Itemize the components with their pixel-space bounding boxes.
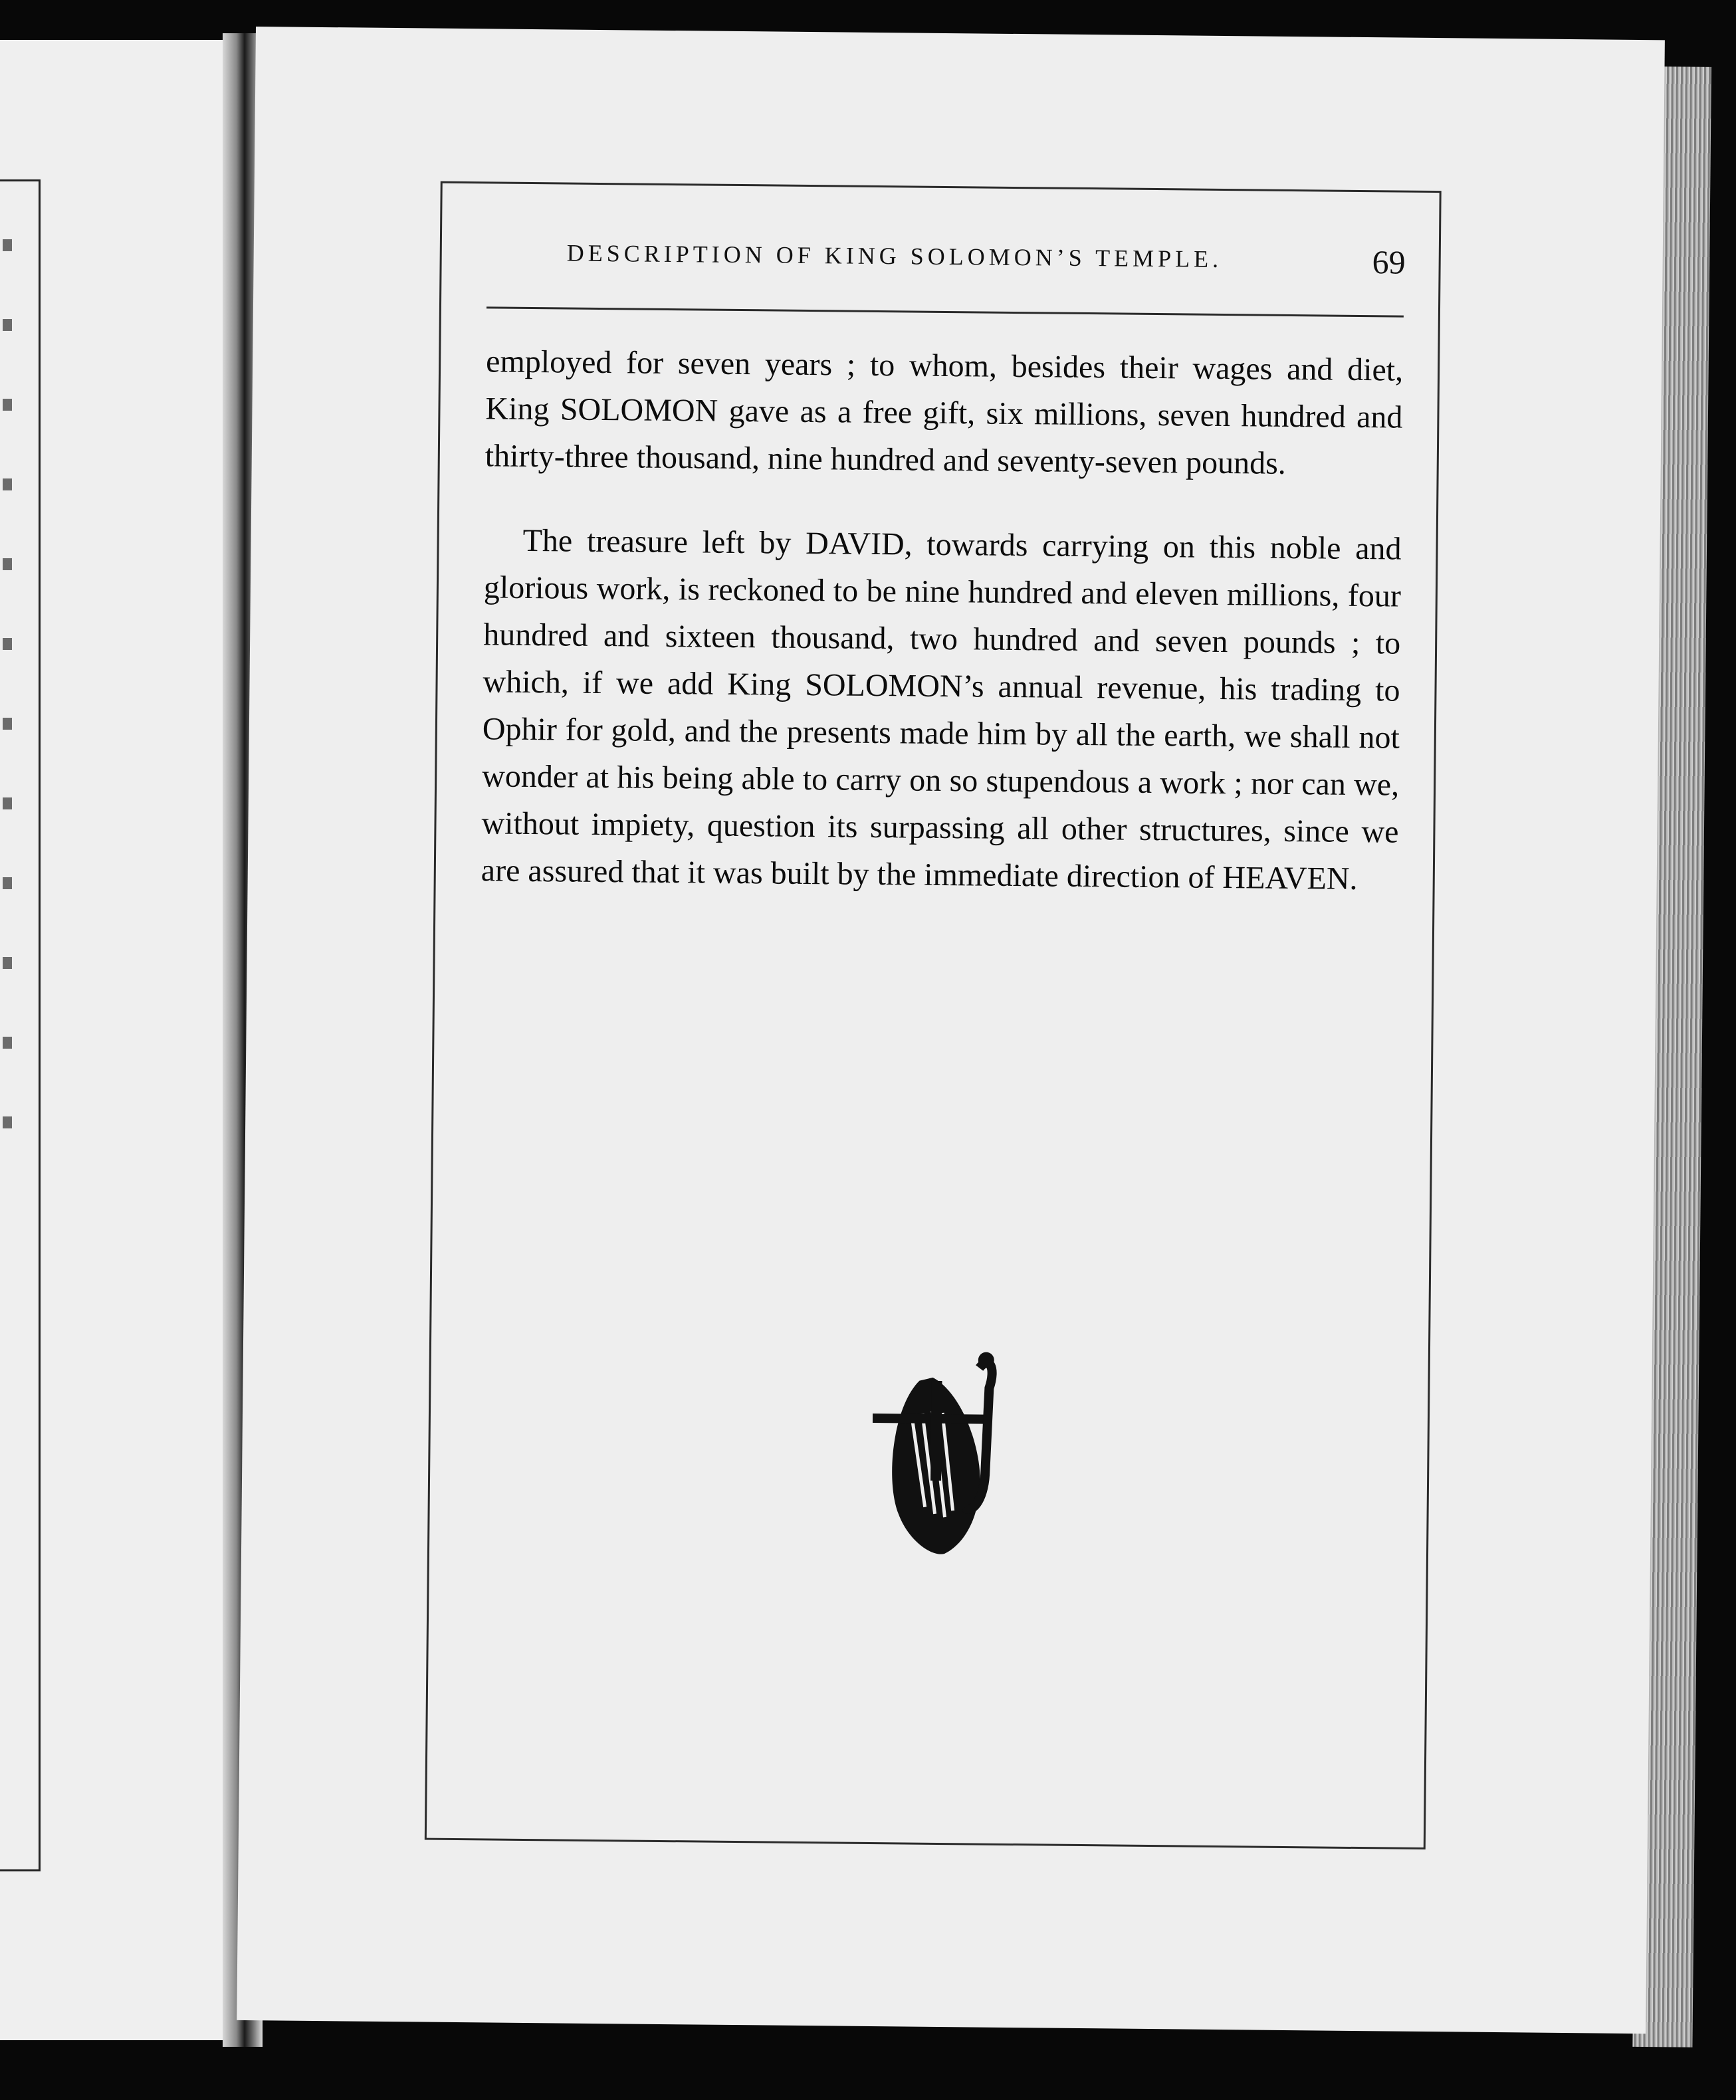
- right-page: [237, 27, 1665, 2034]
- running-head-title: DESCRIPTION OF KING SOLOMON’S TEMPLE.: [566, 239, 1223, 272]
- left-page-text-fragments: [3, 239, 12, 1170]
- page-number: 69: [1372, 243, 1406, 281]
- paragraph-1: employed for seven years ; to whom, besides their wages and diet, King SOLOMON gave as a free gift, six millions, seven hundred and thirty-three thousand, nine hundred and seventy-seven pounds.: [485, 344, 1404, 481]
- body-text: [481, 338, 1403, 902]
- left-page-edge: [0, 40, 233, 2040]
- running-head: [441, 238, 1439, 294]
- head-rule: [487, 306, 1404, 317]
- page-frame: [425, 181, 1442, 1849]
- paragraph-2: The treasure left by DAVID, towards carrying on this noble and glorious work, is reckoned to be nine hundred and eleven millions, four hundred and sixteen thousand, two hundred and seven pounds ; to which, if we add King SOLOMON’s annual revenue, his trading to Ophir for gold, and the presents made him by all the earth, we shall not wonder at his being able to carry on so stupendous a work ; nor can we, without impiety, question its surpassing all other structures, since we are assured that it was built by the immediate direction of HEAVEN.: [481, 522, 1402, 896]
- tail-piece-ornament-icon: [871, 1340, 1006, 1568]
